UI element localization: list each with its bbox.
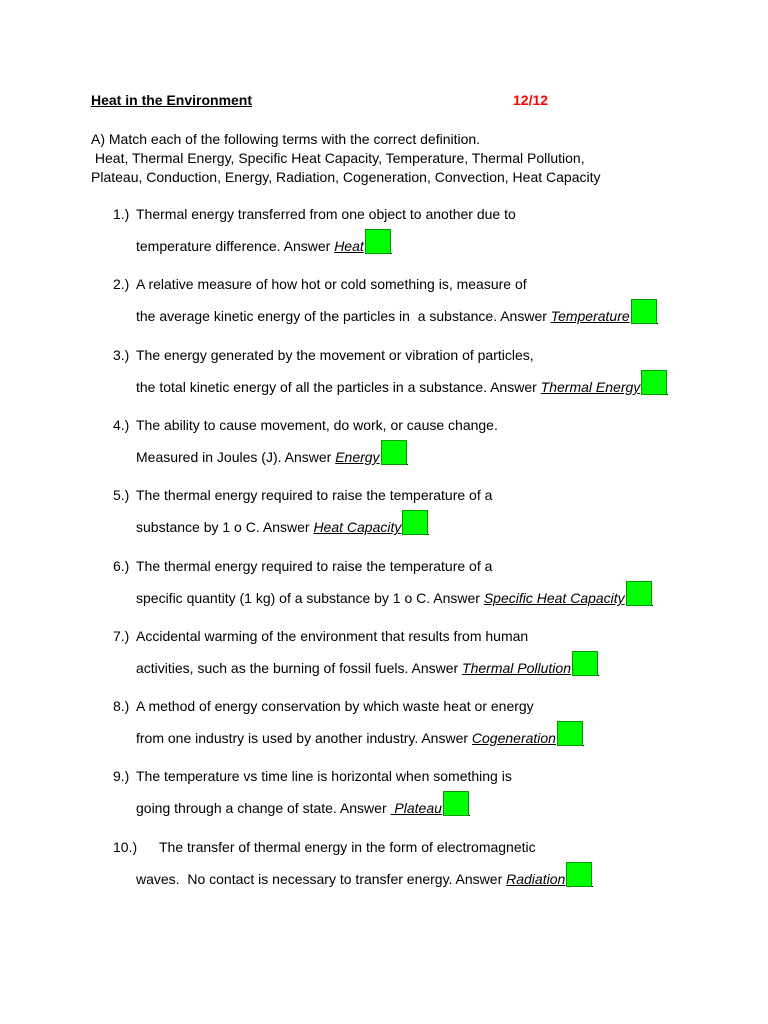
correct-marker-icon [566, 862, 592, 887]
correct-marker-icon [572, 651, 598, 676]
question-text-continued: the average kinetic energy of the particles in a substance. Answer [136, 308, 551, 324]
question-answer-line [136, 871, 593, 887]
correct-marker-icon [402, 510, 428, 535]
answer-text: Energy [335, 449, 380, 465]
question-item [0, 487, 768, 557]
question-number: 6.) [113, 558, 130, 574]
question-text-continued: from one industry is used by another industry. Answer [136, 730, 472, 746]
question-text-continued: Measured in Joules (J). Answer [136, 449, 336, 465]
answer-text: Temperature [550, 308, 630, 324]
answer-text: Heat [334, 238, 364, 254]
correct-marker-icon [443, 791, 469, 816]
question-text: A method of energy conservation by which waste heat or energy [136, 698, 534, 714]
answer-blank [365, 239, 392, 254]
answer-blank [557, 731, 584, 746]
question-text-continued: temperature difference. Answer [136, 238, 335, 254]
answer-blank [443, 801, 470, 816]
answer-text: Heat Capacity [313, 519, 402, 535]
question-text-continued: specific quantity (1 kg) of a substance by 1 o C. Answer [136, 590, 484, 606]
correct-marker-icon [631, 299, 657, 324]
question-text: A relative measure of how hot or cold something is, measure of [136, 276, 527, 292]
answer-text: Thermal Energy [540, 379, 641, 395]
question-text-continued: activities, such as the burning of fossil fuels. Answer [136, 660, 463, 676]
page-title: Heat in the Environment [91, 92, 253, 108]
question-number: 3.) [113, 347, 130, 363]
question-text: The temperature vs time line is horizontal when something is [136, 768, 512, 784]
question-number: 9.) [113, 768, 130, 784]
question-answer-line [136, 730, 584, 746]
question-item [0, 698, 768, 768]
answer-blank [381, 450, 408, 465]
question-number: 4.) [113, 417, 130, 433]
question-item [0, 276, 768, 346]
question-answer-line [136, 660, 599, 676]
question-item [0, 628, 768, 698]
answer-blank [402, 520, 429, 535]
question-text: The thermal energy required to raise the temperature of a [136, 487, 493, 503]
question-text: Accidental warming of the environment that results from human [136, 628, 529, 644]
question-text-continued: the total kinetic energy of all the particles in a substance. Answer [136, 379, 541, 395]
question-text: The thermal energy required to raise the temperature of a [136, 558, 493, 574]
question-item [0, 347, 768, 417]
answer-text: Cogeneration [471, 730, 556, 746]
answer-blank [566, 872, 593, 887]
question-text-continued: going through a change of state. Answer [136, 800, 391, 816]
question-number: 10.) [113, 839, 138, 855]
question-text-continued: substance by 1 o C. Answer [136, 519, 314, 535]
answer-blank [626, 591, 653, 606]
question-item [0, 206, 768, 276]
answer-blank [572, 661, 599, 676]
question-answer-line [136, 590, 653, 606]
correct-marker-icon [365, 229, 391, 254]
correct-marker-icon [381, 440, 407, 465]
question-answer-line [136, 449, 408, 465]
correct-marker-icon [626, 581, 652, 606]
instructions-line: A) Match each of the following terms with the correct definition. [91, 131, 481, 147]
question-text: The transfer of thermal energy in the form of electromagnetic [159, 839, 536, 855]
header [91, 92, 691, 110]
question-number: 2.) [113, 276, 130, 292]
question-answer-line [136, 519, 429, 535]
question-text: Thermal energy transferred from one object to another due to [136, 206, 516, 222]
correct-marker-icon [557, 721, 583, 746]
term-list-line: Heat, Thermal Energy, Specific Heat Capacity, Temperature, Thermal Pollution, [91, 150, 585, 166]
instructions [91, 130, 711, 187]
question-answer-line [136, 800, 470, 816]
question-text: The ability to cause movement, do work, or cause change. [136, 417, 498, 433]
term-list-line: Plateau, Conduction, Energy, Radiation, Cogeneration, Convection, Heat Capacity [91, 169, 601, 185]
question-item [0, 768, 768, 838]
question-number: 5.) [113, 487, 130, 503]
question-answer-line [136, 379, 668, 395]
question-answer-line [136, 308, 658, 324]
question-item [0, 558, 768, 628]
correct-marker-icon [641, 370, 667, 395]
answer-blank [641, 380, 668, 395]
answer-text: Radiation [506, 871, 566, 887]
question-text: The energy generated by the movement or vibration of particles, [136, 347, 534, 363]
question-item [0, 839, 768, 909]
score-label: 12/12 [513, 92, 549, 108]
question-number: 1.) [113, 206, 130, 222]
question-answer-line [136, 238, 392, 254]
question-item [0, 417, 768, 487]
question-text-continued: waves. No contact is necessary to transfer energy. Answer [136, 871, 507, 887]
answer-text: Specific Heat Capacity [483, 590, 625, 606]
question-number: 7.) [113, 628, 130, 644]
answer-blank [631, 309, 658, 324]
answer-text: Thermal Pollution [462, 660, 571, 676]
question-number: 8.) [113, 698, 130, 714]
answer-text: Plateau [390, 800, 442, 816]
